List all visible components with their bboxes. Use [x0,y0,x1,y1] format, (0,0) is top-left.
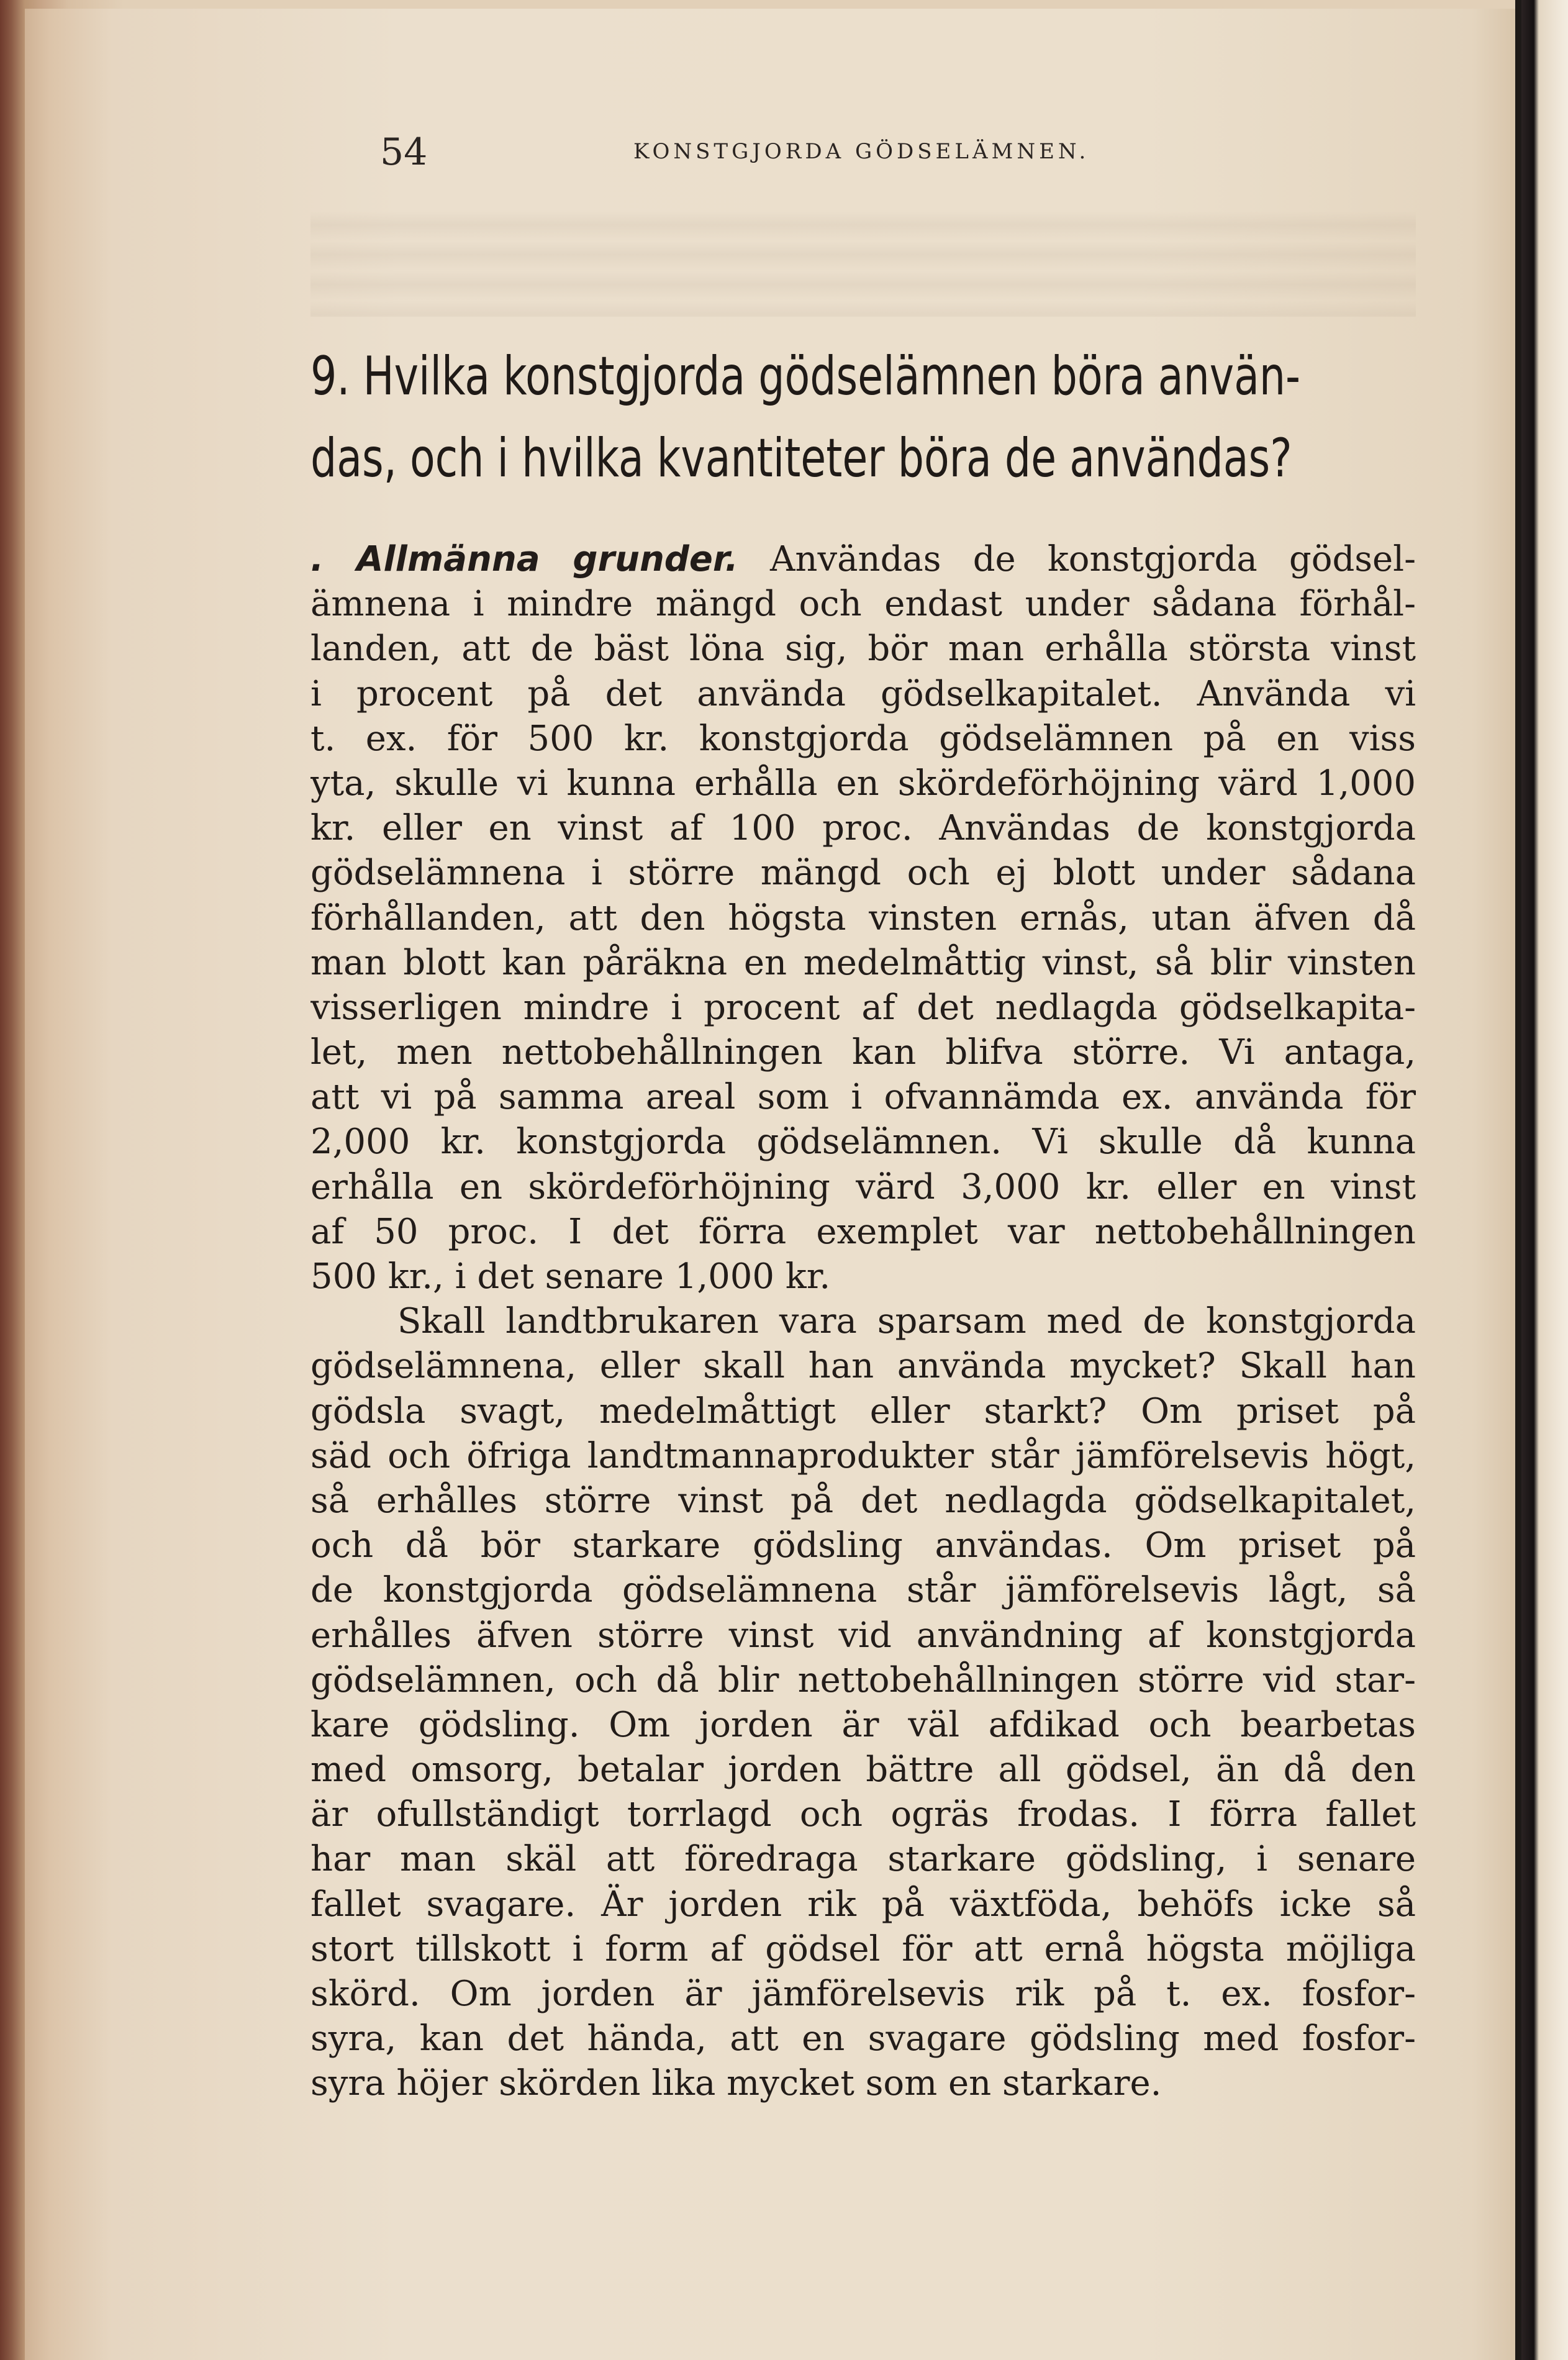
body-line: och då bör starkare gödsling användas. Om priset på [310,1525,1416,1566]
body-line: säd och öfriga landtmannaprodukter står jämförelsevis högt, [310,1435,1416,1476]
body-line: skörd. Om jorden är jämförelsevis rik på t. ex. fosfor- [310,1974,1416,2014]
body-line: kr. eller en vinst af 100 proc. Användas de konstgjorda [310,808,1416,849]
body-line: visserligen mindre i procent af det nedlagda gödselkapita- [310,987,1416,1028]
page-header [0,130,1568,174]
body-text [310,537,1416,2107]
next-page-edge [1521,0,1568,2360]
body-line: stort tillskott i form af gödsel för att ernå högsta möjliga [310,1928,1416,1969]
body-line: att vi på samma areal som i ofvannämda ex. använda för [310,1077,1416,1118]
body-line: förhållanden, att den högsta vinsten ernås, utan äfven då [310,897,1416,938]
body-line: fallet svagare. Är jorden rik på växtföda, behöfs icke så [310,1884,1416,1925]
body-line: erhålla en skördeförhöjning värd 3,000 kr. eller en vinst [310,1166,1416,1207]
body-line: kare gödsling. Om jorden är väl afdikad och bearbetas [310,1704,1416,1745]
body-line: let, men nettobehållningen kan blifva större. Vi antaga, [310,1032,1416,1073]
body-line: 500 kr., i det senare 1,000 kr. [310,1256,831,1297]
body-line: gödselämnena, eller skall han använda mycket? Skall han [310,1346,1416,1387]
lead-heading: . Allmänna grunder. [310,539,738,579]
body-line: ämnena i mindre mängd och endast under sådana förhål- [310,584,1416,625]
section-title-line: das, och i hvilka kvantiteter böra de användas? [310,427,1292,489]
page-gutter [1515,0,1521,2360]
body-line: landen, att de bäst löna sig, bör man erhålla största vinst [310,629,1416,669]
body-line: med omsorg, betalar jorden bättre all gödsel, än då den [310,1750,1416,1790]
section-title-line: 9. Hvilka konstgjorda gödselämnen böra använ- [310,345,1301,407]
body-line: man blott kan påräkna en medelmåttig vinst, så blir vinsten [310,942,1416,983]
body-line: har man skäl att föredraga starkare gödsling, i senare [310,1839,1416,1880]
body-line: 2,000 kr. konstgjorda gödselämnen. Vi skulle då kunna [310,1122,1416,1163]
body-line-text: Användas de konstgjorda gödsel- [769,539,1416,579]
running-head: KONSTGJORDA GÖDSELÄMNEN. [633,139,1090,164]
body-line: syra, kan det hända, att en svagare gödsling med fosfor- [310,2018,1416,2059]
body-line: gödsla svagt, medelmåttigt eller starkt? Om priset på [310,1391,1416,1432]
body-line: af 50 proc. I det förra exemplet var nettobehållningen [310,1211,1416,1252]
body-line: Skall landtbrukaren vara sparsam med de konstgjorda [397,1301,1416,1342]
body-line: de konstgjorda gödselämnena står jämförelsevis lågt, så [310,1570,1416,1611]
section-title [310,335,1422,499]
body-line: gödselämnen, och då blir nettobehållningen större vid star- [310,1659,1416,1700]
body-line: erhålles äfven större vinst vid användning af konstgjorda [310,1615,1416,1656]
body-line: är ofullständigt torrlagd och ogräs frodas. I förra fallet [310,1794,1416,1835]
show-through-bleed [310,211,1416,317]
body-line: i procent på det använda gödselkapitalet. Använda vi [310,673,1416,714]
page-number: 54 [380,130,428,174]
body-line: gödselämnena i större mängd och ej blott under sådana [310,853,1416,894]
body-line: syra höjer skörden lika mycket som en starkare. [310,2063,1162,2104]
body-line: yta, skulle vi kunna erhålla en skördeförhöjning värd 1,000 [310,763,1416,804]
body-line: t. ex. för 500 kr. konstgjorda gödselämnen på en viss [310,718,1416,759]
body-line: så erhålles större vinst på det nedlagda gödselkapitalet, [310,1480,1416,1521]
body-line [310,537,1416,582]
